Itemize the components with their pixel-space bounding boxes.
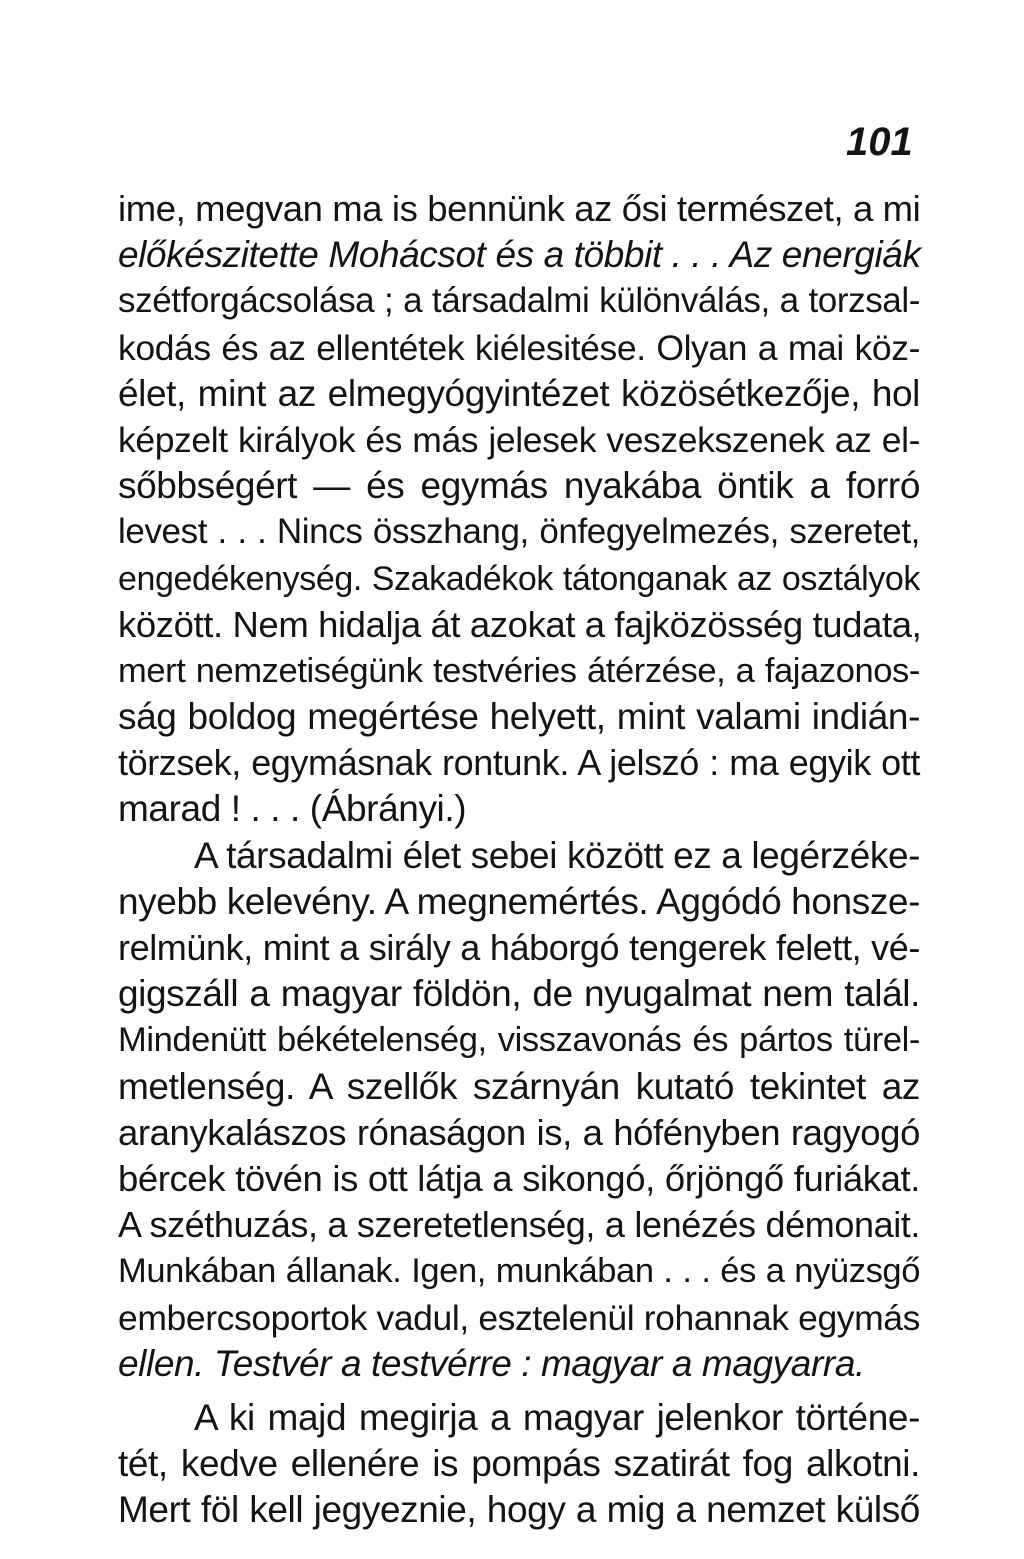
text-line xyxy=(118,1064,920,1110)
text-run: embercsoportok vadul, esztelenül rohannak egymás xyxy=(118,1297,920,1338)
page-number: 101 xyxy=(846,120,913,164)
text-line xyxy=(118,1487,920,1533)
text-line xyxy=(118,232,920,278)
text-line xyxy=(118,556,920,602)
text-run: aranykalászos rónaságon is, a hófényben ragyogó xyxy=(118,1111,920,1153)
text-line xyxy=(118,602,920,648)
text-line xyxy=(118,417,920,463)
text-line xyxy=(118,971,920,1017)
text-run: kodás és az ellentétek kiélesitése. Olyan a mai köz- xyxy=(118,327,920,368)
text-run: nyebb kelevény. A megnemértés. Aggódó honsze- xyxy=(118,880,921,922)
text-line xyxy=(118,186,920,232)
text-run: metlenség. A szellők szárnyán kutató tekintet az xyxy=(118,1065,920,1107)
text-line xyxy=(118,1110,920,1156)
text-run: előkészitette Mohácsot és a többit . . . Az energiák xyxy=(118,234,921,276)
text-run: levest . . . Nincs összhang, önfegyelmezés, szeretet, xyxy=(118,512,920,552)
text-run: tét, kedve ellenére is pompás szatirát fog alkotni. xyxy=(118,1443,920,1485)
text-run: ság boldog megértése helyett, mint valami indián- xyxy=(118,696,920,738)
text-line xyxy=(118,833,920,879)
text-line xyxy=(118,879,920,925)
text-line xyxy=(118,694,920,740)
text-line xyxy=(118,1202,920,1248)
text-line xyxy=(118,1156,920,1202)
text-line xyxy=(118,648,920,694)
text-run: gigszáll a magyar földön, de nyugalmat nem talál. xyxy=(118,973,920,1015)
text-run: marad ! . . . (Ábrányi.) xyxy=(118,788,467,830)
text-run: között. Nem hidalja át azokat a fajközösség tudata, xyxy=(118,603,922,645)
text-run: bércek tövén is ott látja a sikongó, őrjöngő furiákat. xyxy=(118,1157,920,1199)
text-line xyxy=(118,463,920,509)
text-line xyxy=(118,1017,920,1063)
text-run: ime, megvan ma is bennünk az ősi természet, a mi xyxy=(118,188,921,229)
text-run: szétforgácsolása ; a társadalmi különválás, a torzsal- xyxy=(118,281,920,321)
text-run: Mindenütt békételenség, visszavonás és pártos türel- xyxy=(118,1021,920,1060)
text-run: törzsek, egymásnak rontunk. A jelszó : ma egyik ott xyxy=(118,742,920,784)
text-run: képzelt királyok és más jelesek veszekszenek az el- xyxy=(118,419,920,460)
text-line xyxy=(118,740,920,786)
text-line xyxy=(118,1341,920,1387)
text-line xyxy=(118,1248,920,1294)
text-run: Mert föl kell jegyeznie, hogy a mig a nemzet külső xyxy=(118,1489,920,1531)
text-run: engedékenység. Szakadékok tátonganak az osztályok xyxy=(118,559,920,598)
text-run: A széthuzás, a szeretetlenség, a lenézés démonait. xyxy=(118,1204,920,1246)
text-run: sőbbségért — és egymás nyakába öntik a forró xyxy=(118,465,920,507)
text-run: A társadalmi élet sebei között ez a legérzéke- xyxy=(194,834,921,876)
text-line xyxy=(118,371,920,417)
text-line xyxy=(118,1441,920,1487)
text-line xyxy=(118,1395,920,1441)
text-line xyxy=(118,925,920,971)
body-text xyxy=(118,186,920,1533)
text-line xyxy=(118,278,920,324)
text-line xyxy=(118,509,920,555)
text-run: A ki majd megirja a magyar jelenkor történe- xyxy=(194,1396,920,1438)
text-line xyxy=(118,1295,920,1341)
text-line xyxy=(118,786,920,832)
text-run: ellen. Testvér a testvérre : magyar a magyarra. xyxy=(118,1342,865,1384)
text-run: élet, mint az elmegyógyintézet közösétkezője, hol xyxy=(118,372,920,414)
text-line xyxy=(118,325,920,371)
text-run: relmünk, mint a sirály a háborgó tengerek felett, vé- xyxy=(118,927,920,968)
text-run: mert nemzetiségünk testvéries átérzése, a fajazonos- xyxy=(118,651,920,690)
text-run: Munkában állanak. Igen, munkában . . . és a nyüzsgő xyxy=(118,1252,920,1291)
